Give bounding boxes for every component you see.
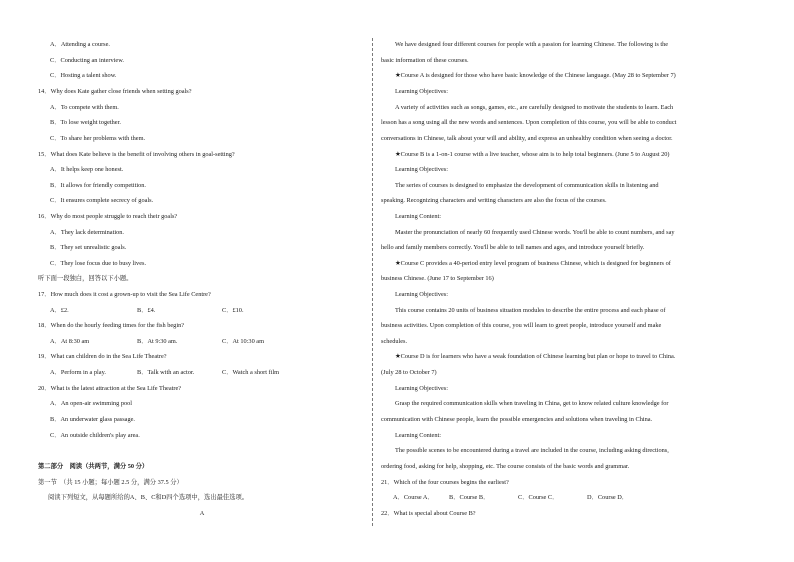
q20-option-b: B．An underwater glass passage. (50, 416, 135, 423)
q15-option-b: B．It allows for friendly competition. (50, 182, 147, 189)
q18-option-a: A．At 8:30 am (50, 338, 90, 345)
q16-option-c: C．They lose focus due to busy lives. (50, 260, 147, 267)
course-d-body-1: Grasp the required communication skills when traveling in China, get to know related culture knowledge for (395, 400, 669, 407)
intro-line-2: basic information of these courses. (381, 57, 469, 64)
q14-option-c: C．To share her problems with them. (50, 135, 146, 142)
course-b-label-2: Learning Content: (395, 213, 441, 220)
q14-option-b: B．To lose weight together. (50, 119, 121, 126)
q19-option-b: B．Talk with an actor. (137, 369, 195, 376)
course-b-body2-1: Master the pronunciation of nearly 60 frequently used Chinese words. You'll be able to count numbers, and say (395, 229, 675, 236)
q21-option-c: C．Course C． (518, 494, 559, 501)
q18-option-b: B．At 9:30 am. (137, 338, 178, 345)
course-c-body-2: business activities. Upon completion of this course, you will learn to greet people, introduce yourself and make (381, 322, 662, 329)
q20-option-a: A．An open-air swimming pool (50, 400, 133, 407)
course-c-header-2: business Chinese. (June 17 to September 16) (381, 275, 494, 282)
q16-option-b: B．They set unrealistic goals. (50, 244, 127, 251)
course-a-label: Learning Objectives: (395, 88, 448, 95)
course-d-label: Learning Objectives: (395, 385, 448, 392)
course-c-body-1: This course contains 20 units of business situation modules to describe the entire process and each phase of (395, 307, 666, 314)
part2-title: 第二部分 阅读（共两节，满分 50 分） (38, 463, 149, 470)
q15-question: 15．What does Kate believe is the benefit of involving others in goal-setting? (38, 151, 235, 158)
course-d-body2-2: ordering food, asking for help, shopping, etc. The course consists of the basic words and grammar. (381, 463, 630, 470)
course-a-body-2: lesson has a song using all the new words and sentences. Upon completion of this course, you will be able to conduct (381, 119, 677, 126)
q17-question: 17．How much does it cost a grown-up to visit the Sea Life Centre? (38, 291, 211, 298)
q20-question: 20．What is the latest attraction at the Sea Life Theatre? (38, 385, 182, 392)
course-a-header: ★Course A is designed for those who have basic knowledge of the Chinese language. (May 28 to September 7) (395, 72, 676, 79)
q20-option-c: C．An outside children's play area. (50, 432, 140, 439)
q17-option-c: C．£10. (222, 307, 244, 314)
course-c-body-3: schedules. (381, 338, 408, 345)
course-b-label: Learning Objectives: (395, 166, 448, 173)
q21-option-a: A．Course A． (393, 494, 434, 501)
q15-option-c: C．It ensures complete secrecy of goals. (50, 197, 154, 204)
course-c-label: Learning Objectives: (395, 291, 448, 298)
q14-question: 14．Why does Kate gather close friends when setting goals? (38, 88, 192, 95)
q19-question: 19．What can children do in the Sea Life Theatre? (38, 353, 167, 360)
right-column (381, 0, 794, 562)
q21-option-b: B．Course B． (449, 494, 490, 501)
course-a-body-3: conversations in Chinese, talk about your will and ability, and express an unhealthy condition when seeing a doctor. (381, 135, 673, 142)
course-d-label-2: Learning Content: (395, 432, 441, 439)
course-a-body-1: A variety of activities such as songs, games, etc., are carefully designed to motivate the students to learn. Each (395, 104, 674, 111)
q13-option-a: A．Attending a course. (50, 41, 110, 48)
listening-instruction: 听下面一段独白，回答以下小题。 (38, 275, 133, 282)
course-b-body2-2: hello and family members correctly. You'll be able to tell names and ages, and introduce yourself briefly. (381, 244, 645, 251)
q16-question: 16．Why do most people struggle to reach their goals? (38, 213, 178, 220)
course-d-body2-1: The possible scenes to be encountered during a travel are included in the course, including asking directions, (395, 447, 669, 454)
q19-option-a: A．Perform in a play. (50, 369, 106, 376)
q22-question: 22．What is special about Course B? (381, 510, 476, 517)
q15-option-a: A．It helps keep one honest. (50, 166, 124, 173)
course-b-header: ★Course B is a 1-on-1 course with a live teacher, whose aim is to help total beginners. (June 5 to August 20) (395, 151, 670, 158)
q16-option-a: A．They lack determination. (50, 229, 124, 236)
q17-option-a: A．£2. (50, 307, 69, 314)
section1-instruction: 阅读下列短文，从每题所给的A、B、C和D四个选项中，选出最佳选项。 (48, 494, 249, 501)
q13-option-c: C．Hosting a talent show. (50, 72, 117, 79)
q13-option-b: C．Conducting an interview. (50, 57, 124, 64)
course-b-body-2: speaking. Recognizing characters and writing characters are also the focus of the courses. (381, 197, 607, 204)
course-c-header-1: ★Course C provides a 40-period entry level program of business Chinese, which is designed for beginners of (395, 260, 671, 267)
course-d-body-2: communication with Chinese people, learn the possible emergencies and solutions when traveling in China. (381, 416, 653, 423)
passage-label: A (199, 510, 205, 517)
intro-line-1: We have designed four different courses for people with a passion for learning Chinese. The following is the (395, 41, 669, 48)
q21-option-d: D．Course D． (587, 494, 629, 501)
q19-option-c: C．Watch a short film (222, 369, 280, 376)
q14-option-a: A．To compete with them. (50, 104, 119, 111)
left-column (0, 0, 375, 562)
section1-title: 第一节 （共 15 小题；每小题 2.5 分，满分 37.5 分） (38, 479, 183, 486)
course-b-body-1: The series of courses is designed to emphasize the development of communication skills in listening and (395, 182, 659, 189)
q18-option-c: C．At 10:30 am (222, 338, 264, 345)
course-d-header-1: ★Course D is for learners who have a weak foundation of Chinese learning but plan or hope to travel to China. (395, 353, 676, 360)
q21-question: 21．Which of the four courses begins the earliest? (381, 479, 509, 486)
q18-question: 18．When do the hourly feeding times for the fish begin? (38, 322, 185, 329)
q17-option-b: B．£4. (137, 307, 156, 314)
course-d-header-2: (July 28 to October 7) (381, 369, 437, 376)
